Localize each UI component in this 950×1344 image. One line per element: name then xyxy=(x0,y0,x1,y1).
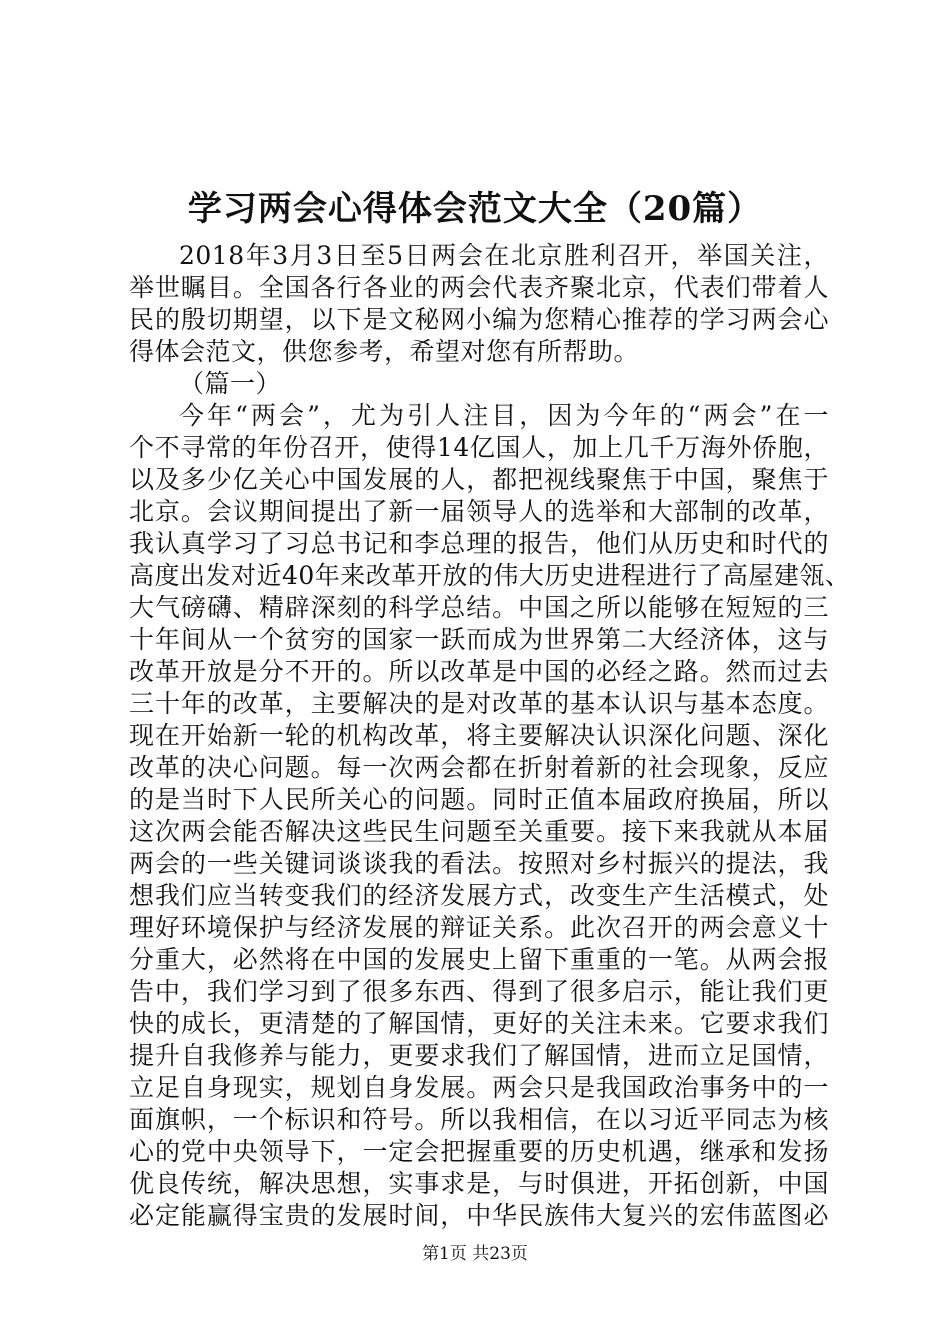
body-line: 告中，我们学习到了很多东西、得到了很多启示，能让我们更 xyxy=(129,977,829,1006)
intro-line: 民的殷切期望，以下是文秘网小编为您精心推荐的学习两会心 xyxy=(129,305,829,334)
section-heading: （篇一） xyxy=(179,369,282,398)
body-line: 分重大，必然将在中国的发展史上留下重重的一笔。从两会报 xyxy=(129,945,829,974)
body-line: 我认真学习了习总书记和李总理的报告，他们从历史和时代的 xyxy=(129,529,829,558)
body-line: 现在开始新一轮的机构改革，将主要解决认识深化问题、深化 xyxy=(129,721,829,750)
intro-line: 2018年3月3日至5日两会在北京胜利召开，举国关注， xyxy=(179,241,829,270)
body-line: 今年“两会”，尤为引人注目，因为今年的“两会”在一 xyxy=(179,401,829,430)
body-line: 想我们应当转变我们的经济发展方式，改变生产生活模式，处 xyxy=(129,881,829,910)
page-footer: 第1页 共23页 xyxy=(422,1244,528,1264)
body-line: 提升自我修养与能力，更要求我们了解国情，进而立足国情， xyxy=(129,1041,829,1070)
body-line: 立足自身现实，规划自身发展。两会只是我国政治事务中的一 xyxy=(129,1073,829,1102)
body-line: 快的成长，更清楚的了解国情，更好的关注未来。它要求我们 xyxy=(129,1009,829,1038)
body-line: 面旗帜，一个标识和符号。所以我相信，在以习近平同志为核 xyxy=(129,1105,829,1134)
body-line: 理好环境保护与经济发展的辩证关系。此次召开的两会意义十 xyxy=(129,913,829,942)
body-line: 优良传统，解决思想，实事求是，与时俱进，开拓创新，中国 xyxy=(129,1169,829,1198)
body-line: 的是当时下人民所关心的问题。同时正值本届政府换届，所以 xyxy=(129,785,829,814)
body-line: 个不寻常的年份召开，使得14亿国人，加上几千万海外侨胞， xyxy=(129,433,829,462)
body-line: 这次两会能否解决这些民生问题至关重要。接下来我就从本届 xyxy=(129,817,829,846)
body-line: 十年间从一个贫穷的国家一跃而成为世界第二大经济体，这与 xyxy=(129,625,829,654)
body-line: 大气磅礴、精辟深刻的科学总结。中国之所以能够在短短的三 xyxy=(129,593,829,622)
body-line: 改革开放是分不开的。所以改革是中国的必经之路。然而过去 xyxy=(129,657,829,686)
body-line: 改革的决心问题。每一次两会都在折射着新的社会现象，反应 xyxy=(129,753,829,782)
intro-line: 举世瞩目。全国各行各业的两会代表齐聚北京，代表们带着人 xyxy=(129,273,829,302)
body-line: 必定能赢得宝贵的发展时间，中华民族伟大复兴的宏伟蓝图必 xyxy=(129,1201,829,1230)
body-line: 两会的一些关键词谈谈我的看法。按照对乡村振兴的提法，我 xyxy=(129,849,829,878)
body-line: 三十年的改革，主要解决的是对改革的基本认识与基本态度。 xyxy=(129,689,829,718)
document-body xyxy=(129,240,851,1232)
intro-line: 得体会范文，供您参考，希望对您有所帮助。 xyxy=(129,337,640,366)
body-line: 高度出发对近40年来改革开放的伟大历史进程进行了高屋建瓴、 xyxy=(129,561,851,590)
body-line: 心的党中央领导下，一定会把握重要的历史机遇，继承和发扬 xyxy=(129,1137,829,1166)
body-line: 以及多少亿关心中国发展的人，都把视线聚焦于中国，聚焦于 xyxy=(129,465,829,494)
document-title: 学习两会心得体会范文大全（20篇） xyxy=(187,189,763,229)
body-line: 北京。会议期间提出了新一届领导人的选举和大部制的改革， xyxy=(129,497,829,526)
